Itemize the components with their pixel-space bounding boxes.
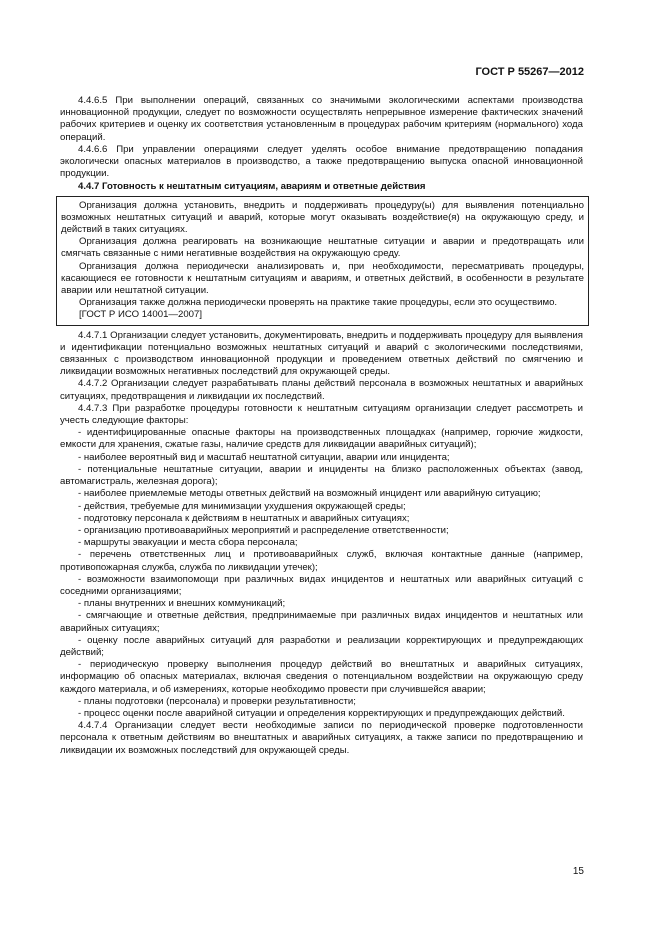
factor-list-item: - подготовку персонала к действиям в нештатных и аварийных ситуациях; (78, 512, 410, 524)
paragraph-4-4-7-3: 4.4.7.3 При разработке процедуры готовности к нештатным ситуациям организации следует рассмотреть и учесть следующие факторы: (60, 402, 583, 427)
quote-box (56, 196, 589, 326)
quote-paragraph: Организация должна реагировать на возникающие нештатные ситуации и аварии и предотвращать или смягчать связанные с ними негативные воздействия на окружающую среду. (61, 236, 584, 260)
quote-paragraph: Организация также должна периодически проверять на практике такие процедуры, если это осуществимо. (79, 297, 558, 309)
quote-paragraph: Организация должна периодически анализировать и, при необходимости, пересматривать процедуры, касающиеся ее готовности к нештатным ситуациям и авариям, и ответных действий, в особенности в результате аварии или нештатной ситуации. (61, 260, 584, 297)
quote-reference: [ГОСТ Р ИСО 14001—2007] (79, 309, 203, 321)
paragraph-4-4-6-6: 4.4.6.6 При управлении операциями следует уделять особое внимание предотвращению попадания экологически опасных материалов в производство, а также предотвращению выпуска опасной инновационной продукции. (60, 143, 583, 180)
factor-list-item: - действия, требуемые для минимизации ухудшения окружающей среды; (78, 500, 406, 512)
document-body (60, 95, 583, 757)
factor-list-item: - периодическую проверку выполнения процедур действий во внештатных и аварийных ситуациях, информацию об опасных материалах, включая сведения о потенциальном воздействии на окружающую среду каждого материала, и об измерениях, которые необходимо провести при случившейся аварии; (60, 659, 583, 695)
document-header: ГОСТ Р 55267—2012 (475, 66, 584, 78)
quote-paragraph: Организация должна установить, внедрить и поддерживать процедуру(ы) для выявления потенциально возможных нештатных ситуаций и аварий, которые могут оказывать воздействие(я) на окружающую среду, и действий в таких ситуациях. (61, 199, 584, 236)
factor-list-item: - возможности взаимопомощи при различных видах инцидентов и нештатных или аварийных ситуаций с соседними организациями; (60, 573, 583, 597)
paragraph-4-4-7-2: 4.4.7.2 Организации следует разрабатывать планы действий персонала в возможных нештатных и аварийных ситуациях, предотвращения и ликвидации их последствий. (60, 378, 583, 402)
factor-list-item: - оценку после аварийных ситуаций для разработки и реализации корректирующих и предупреждающих действий; (60, 634, 583, 658)
factor-list-item: - планы подготовки (персонала) и проверки результативности; (78, 695, 356, 707)
section-heading: 4.4.7 Готовность к нештатным ситуациям, авариям и ответные действия (78, 181, 426, 193)
factor-list-item: - планы внутренних и внешних коммуникаций; (78, 598, 286, 610)
factor-list-item: - процесс оценки после аварийной ситуации и определения корректирующих и предупреждающих действий. (78, 707, 565, 719)
page-number: 15 (572, 866, 584, 877)
paragraph-4-4-7-4: 4.4.7.4 Организации следует вести необходимые записи по периодической проверке подготовленности персонала к ответным действиям во внештатных и аварийных ситуациях, а также записи по предотвращению и ликвидации их возможных последствий для окружающей среды. (60, 720, 583, 756)
factor-list-item: - наиболее приемлемые методы ответных действий на возможный инцидент или аварийную ситуацию; (78, 488, 541, 500)
paragraph-4-4-6-5: 4.4.6.5 При выполнении операций, связанных со значимыми экологическими аспектами производства инновационной продукции, следует по возможности осуществлять непрерывное измерение фактических значений рабочих критериев и оценку их соответствия установленным в процедурах рабочим критериям (нормального) хода операций. (60, 95, 583, 143)
factor-list-item: - потенциальные нештатные ситуации, аварии и инциденты на близко расположенных объектах (завод, автомагистраль, железная дорога); (60, 463, 583, 488)
factor-list-item: - организацию противоаварийных мероприятий и распределение ответственности; (78, 524, 449, 536)
factor-list-item: - идентифицированные опасные факторы на производственных площадках (например, горючие жидкости, емкости для хранения, сжатые газы, наличие средств для ликвидации аварийных ситуаций); (60, 427, 583, 451)
paragraph-4-4-7-1: 4.4.7.1 Организации следует установить, документировать, внедрить и поддерживать процедуру для выявления и идентификации потенциально возможных нештатных ситуаций и аварий с экологическими последствиями, связанных с производством инновационной продукции и проведением ответных действий по смягчению и ликвидации возможных негативных последствий для окружающей среды. (60, 329, 583, 378)
factor-list-item: - перечень ответственных лиц и противоаварийных служб, включая контактные данные (например, противопожарная служба, служба по ликвидации утечек); (60, 549, 583, 573)
factor-list-item: - маршруты эвакуации и места сбора персонала; (78, 537, 298, 549)
factor-list-item: - смягчающие и ответные действия, предпринимаемые при различных видах инцидентов и нештатных или аварийных ситуациях; (60, 610, 583, 634)
factor-list-item: - наиболее вероятный вид и масштаб нештатной ситуации, аварии или инцидента; (78, 451, 450, 463)
